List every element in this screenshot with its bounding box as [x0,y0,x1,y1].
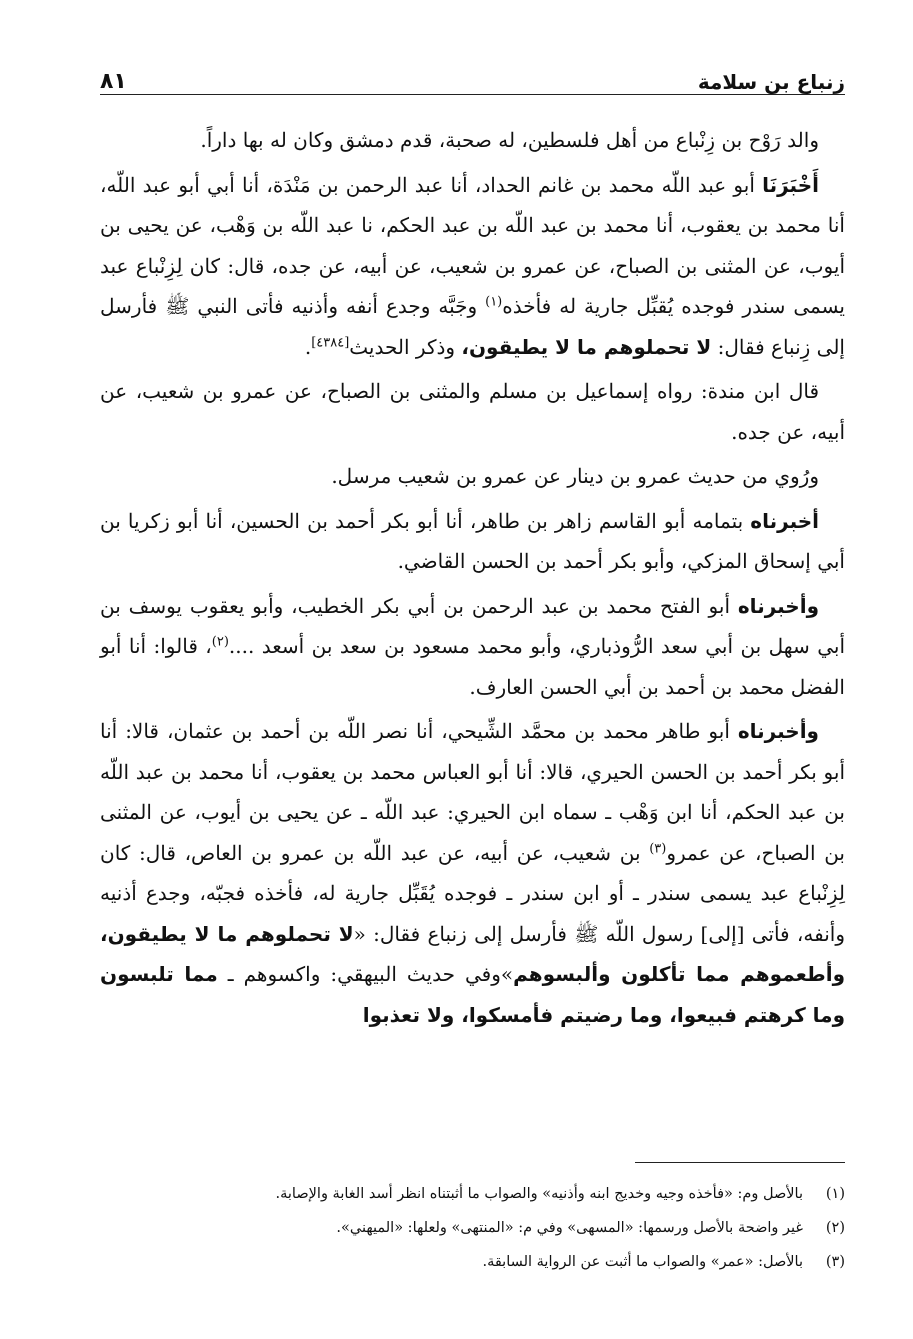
emphasized-text: لا تحملوهم ما لا يطيقون، وأطعموهم مما تأكلون وألبسوهم [100,921,846,986]
footnote-text: بالأصل: «عمر» والصواب ما أثبت عن الرواية السابقة. [482,1254,803,1270]
page-number: ٨١ [100,69,127,94]
paragraph [100,165,845,368]
paragraph [100,456,845,497]
emphasized-text: مما تلبسون وما كرهتم فبيعوا، وما رضيتم فأمسكوا، ولا تعذبوا [100,962,845,1027]
emphasized-text: لا تحملوهم ما لا يطيقون، [461,334,712,359]
text-run: بتمامه أبو القاسم زاهر بن طاهر، أنا أبو بكر أحمد بن الحسين، أنا أبو زكريا بن أبي إسحاق المزكي، وأبو بكر أحمد بن الحسن القاضي. [100,508,845,573]
footnote-divider [635,1162,845,1163]
footnote-text: غير واضحة بالأصل ورسمها: «المسهى» وفي م: «المنتهى» ولعلها: «الميهني». [336,1220,803,1236]
footnote-marker: [٤٣٨٤] [311,334,350,350]
text-run: وجَبَّه وجدع أنفه وأذنيه فأتى النبي ﷺ فأرسل إلى زِنباع فقال: [100,294,845,359]
footnote [100,1177,845,1211]
main-text [100,120,845,1039]
text-run: . [304,334,312,359]
footnote-number: (١) [825,1186,845,1202]
text-run: ، قالوا: أنا أبو الفضل محمد بن أحمد بن أبي الحسن العارف. [100,634,845,699]
running-title: زنباع بن سلامة [697,70,845,94]
paragraph [100,501,845,582]
chain-lead-word: أَخْبَرَنَا [762,172,819,197]
text-run: »وفي حديث البيهقي: واكسوهم ـ [217,962,514,986]
chain-lead-word: وأخبرناه [737,719,819,743]
footnote [100,1211,845,1245]
paragraph [100,371,845,452]
footnote-number: (٢) [825,1220,845,1236]
text-run: قال ابن مندة: رواه إسماعيل بن مسلم والمثنى بن الصباح، عن عمرو بن شعيب، عن أبيه، عن جده. [100,379,845,444]
paragraph [100,711,845,1035]
chain-lead-word: أخبرناه [750,508,819,533]
footnote-marker: (١) [485,294,503,310]
text-run: أبو طاهر محمد بن محمَّد الشِّيحي، أنا نصر اللّه بن أحمد بن عثمان، قالا: أنا أبو بكر أحمد بن الحسن الحيري، قالا: أنا أبو العباس محمد بن يعقوب، أنا محمد بن عبد اللّه بن عبد الحكم، أنا ابن وَهْب ـ سماه ابن الحيري: عبد اللّه ـ عن يحيى بن أيوب، عن المثنى بن الصباح، عن عمرو [100,719,845,865]
text-run: والد رَوْح بن زِنْباع من أهل فلسطين، له صحبة، قدم دمشق وكان له بها داراً. [200,128,819,152]
footnote [100,1245,845,1279]
text-run: أبو الفتح محمد بن عبد الرحمن بن أبي بكر الخطيب، وأبو يعقوب يوسف بن أبي سهل بن أبي سعد الرُّوذباري، وأبو محمد مسعود بن سعد بن أسعد .... [100,593,845,658]
text-run: أبو عبد اللّه محمد بن غانم الحداد، أنا عبد الرحمن بن مَنْدَة، أنا أبي أبو عبد اللّه، أنا محمد بن يعقوب، أنا محمد بن عبد اللّه بن عبد الحكم، نا عبد اللّه بن وَهْب، عن يحيى بن أيوب، عن المثنى بن الصباح، عن عمرو بن شعيب، عن أبيه، عن جده، قال: كان لِزِنْباع عبد يسمى سندر فوجده يُقبِّل جارية له فأخذه [100,172,845,318]
paragraph [100,120,845,161]
footnote-text: بالأصل وم: «فأخذه وجيه وخديج ابنه وأذنيه» والصواب ما أثبتناه انظر أسد الغابة والإصابة. [275,1186,803,1202]
text-run: وذكر الحديث [349,334,462,359]
text-run: ورُوي من حديث عمرو بن دينار عن عمرو بن شعيب مرسل. [331,464,819,488]
footnote-marker: (٢) [211,634,229,650]
paragraph [100,586,845,708]
footnotes [100,1177,845,1279]
footnote-number: (٣) [825,1254,845,1270]
footnote-marker: (٣) [649,840,667,856]
text-run: بن شعيب، عن أبيه، عن عبد اللّه بن عمرو بن العاص، قال: كان لِزِنْباع عبد يسمى سندر ـ أو ابن سندر ـ فوجده يُقَبِّل جارية له، فأخذه فجبّه، وجدع أذنيه وأنفه، فأتى [إلى] رسول اللّه ﷺ فأرسل إلى زنباع فقال: « [100,840,845,946]
running-header [100,56,845,95]
chain-lead-word: وأخبرناه [737,593,820,618]
